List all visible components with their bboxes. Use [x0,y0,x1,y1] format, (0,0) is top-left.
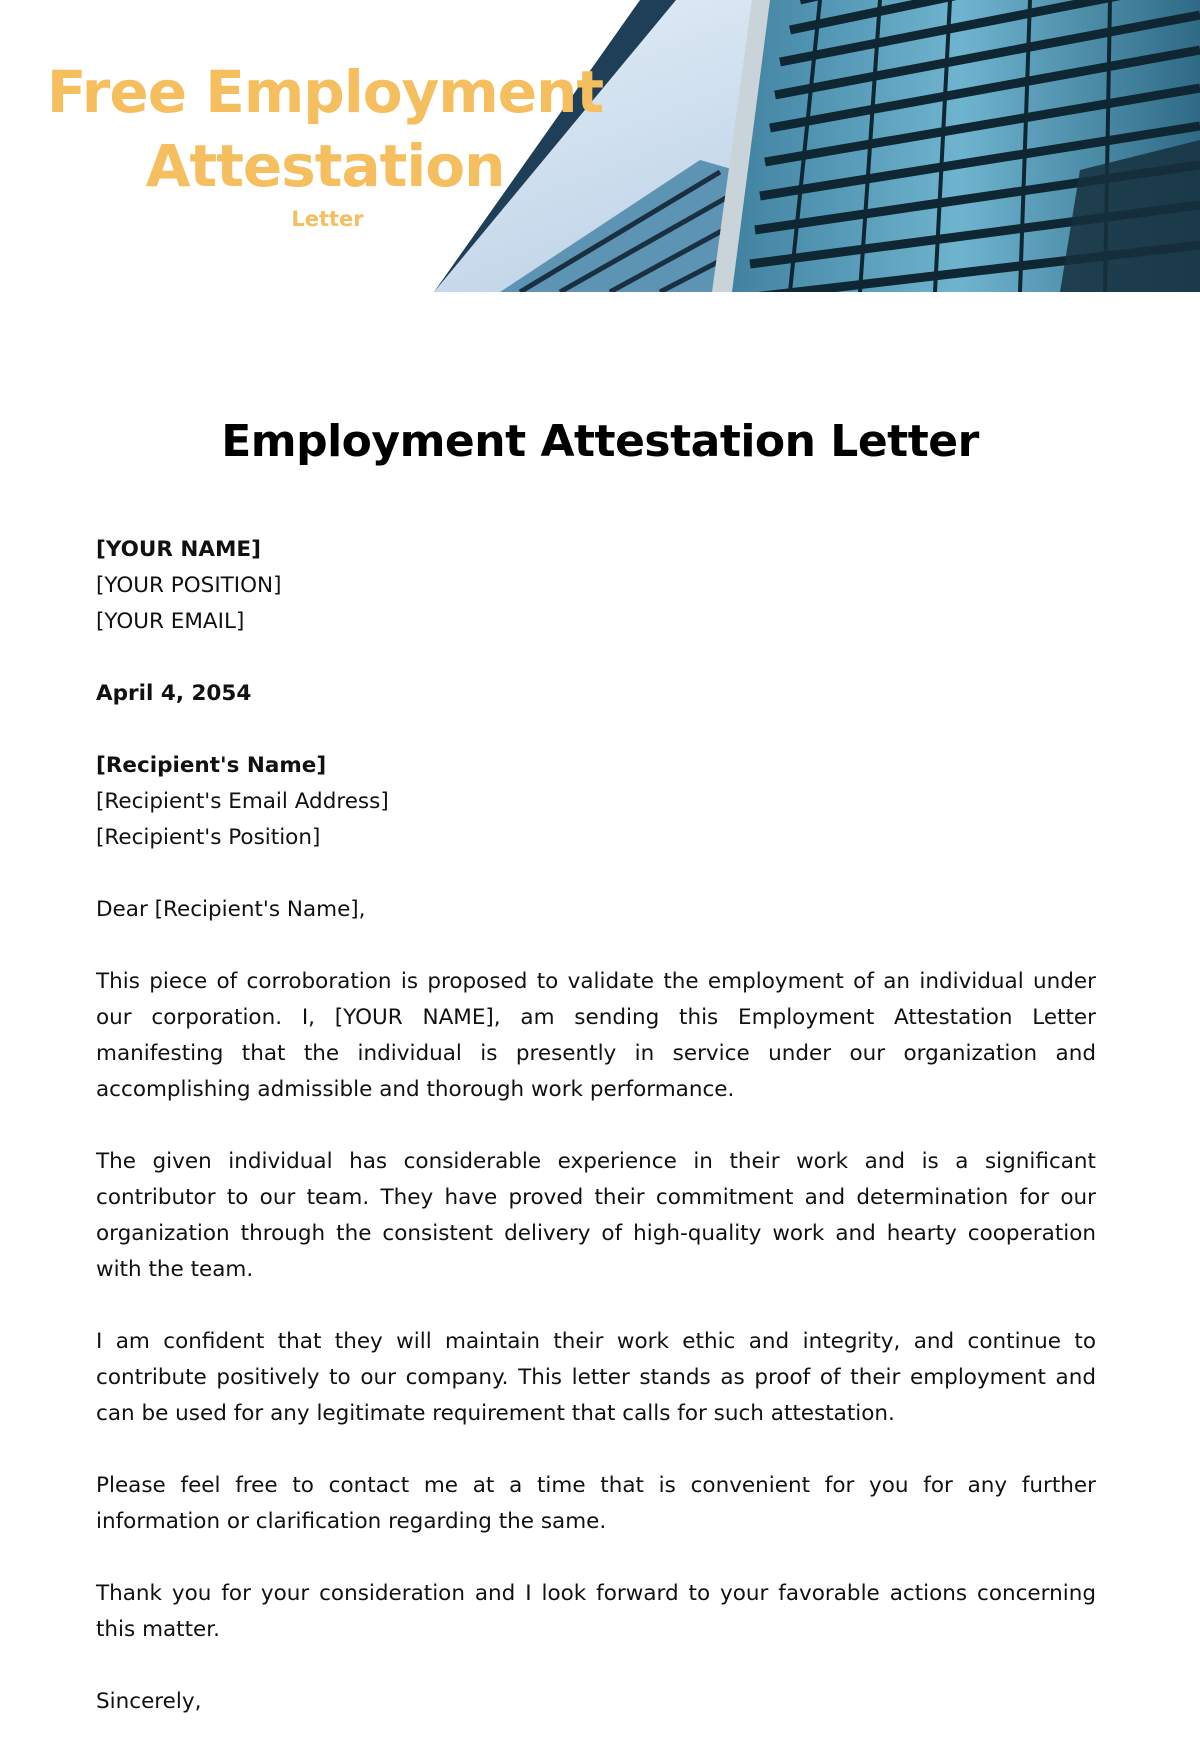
banner-title-line2: Attestation [145,132,505,200]
sender-block [96,532,1096,640]
document-title: Employment Attestation Letter [221,416,979,467]
sender-name: [YOUR NAME] [96,537,261,562]
letter-body [96,532,1096,1756]
sender-position: [YOUR POSITION] [96,573,282,598]
closing: Sincerely, [96,1689,202,1714]
body-paragraph: The given individual has considerable experience in their work and is a significant contributor to our team. They have proved their commitment and determination for our organization through the consistent delivery of high-quality work and hearty cooperation with the team. [96,1149,1096,1282]
banner-subtitle: Letter [291,207,364,231]
banner-title-line1: Free Employment [46,58,604,126]
sender-email: [YOUR EMAIL] [96,609,245,634]
banner-title [20,55,630,203]
recipient-block [96,748,1096,856]
body-paragraph: This piece of corroboration is proposed to validate the employment of an individual under our corporation. I, [YOUR NAME], am sending this Employment Attestation Letter manifesting that the individual is presently in service under our organization and accomplishing admissible and thorough work performance. [96,969,1096,1102]
salutation: Dear [Recipient's Name], [96,897,366,922]
date-block [96,676,1096,712]
recipient-position: [Recipient's Position] [96,825,321,850]
recipient-name: [Recipient's Name] [96,753,327,778]
body-paragraph: Please feel free to contact me at a time that is convenient for you for any further information or clarification regarding the same. [96,1473,1096,1534]
header-banner [0,0,1200,292]
body-paragraph: I am confident that they will maintain their work ethic and integrity, and continue to contribute positively to our company. This letter stands as proof of their employment and can be used for any legitimate requirement that calls for such attestation. [96,1329,1096,1426]
body-paragraph: Thank you for your consideration and I look forward to your favorable actions concerning this matter. [96,1581,1096,1642]
letter-date: April 4, 2054 [96,681,252,706]
recipient-email: [Recipient's Email Address] [96,789,389,814]
